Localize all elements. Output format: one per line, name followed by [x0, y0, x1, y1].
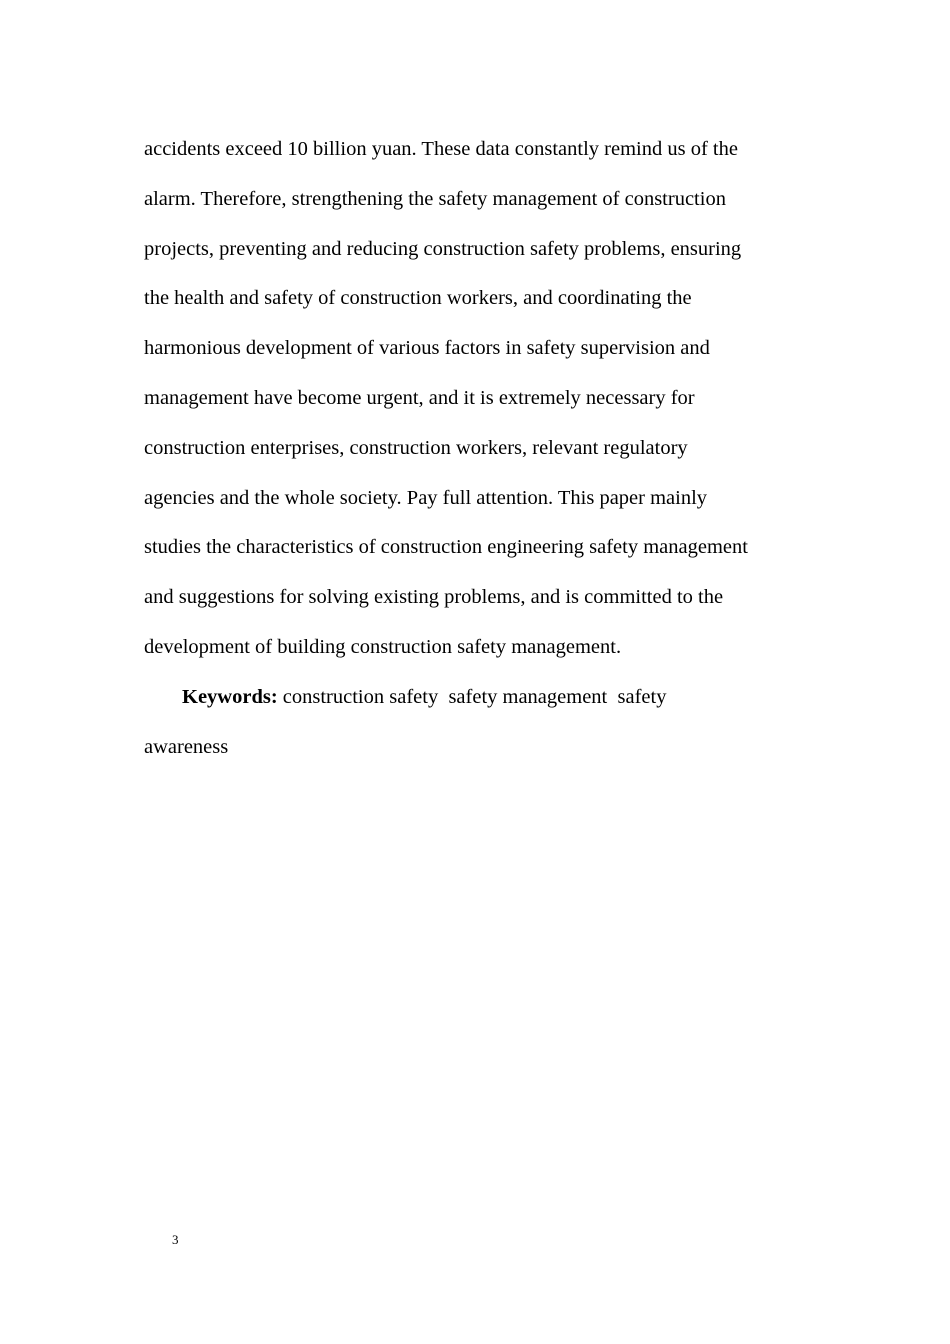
body-line: projects, preventing and reducing construction safety problems, ensuring: [144, 237, 742, 260]
keywords-line: [144, 673, 824, 723]
body-line: construction enterprises, construction workers, relevant regulatory: [144, 436, 688, 459]
body-line: alarm. Therefore, strengthening the safety management of construction: [144, 187, 726, 210]
keywords-text: construction safety safety management safety: [277, 685, 667, 708]
body-line: harmonious development of various factors in safety supervision and: [144, 337, 710, 360]
keywords-continuation: awareness: [144, 735, 229, 758]
abstract-body: [144, 125, 824, 772]
page-number: 3: [172, 1232, 179, 1247]
body-line: accidents exceed 10 billion yuan. These data constantly remind us of the: [144, 138, 738, 160]
body-line: development of building construction safety management.: [144, 635, 622, 658]
body-line: and suggestions for solving existing problems, and is committed to the: [144, 586, 724, 609]
body-line: studies the characteristics of construction engineering safety management: [144, 536, 748, 559]
body-line: the health and safety of construction workers, and coordinating the: [144, 287, 692, 310]
body-line: management have become urgent, and it is extremely necessary for: [144, 386, 695, 409]
keywords-label: Keywords:: [182, 685, 278, 708]
body-line: agencies and the whole society. Pay full attention. This paper mainly: [144, 486, 708, 509]
